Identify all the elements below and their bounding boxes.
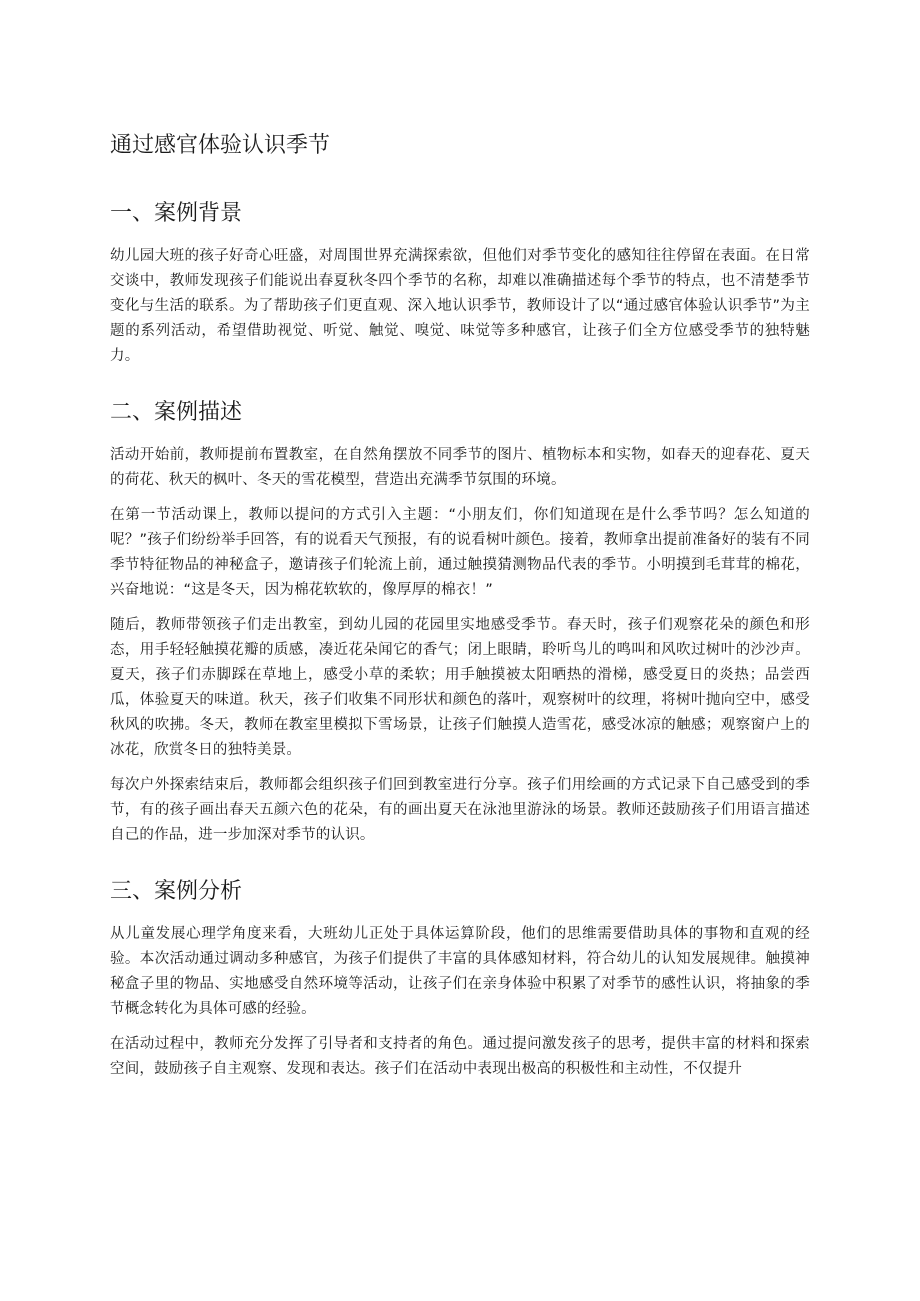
paragraph: 在第一节活动课上，教师以提问的方式引入主题：“小朋友们，你们知道现在是什么季节吗？怎么知道的呢？”孩子们纷纷举手回答，有的说看天气预报，有的说看树叶颜色。接着，教师拿出提前准备好的装有不同季节特征物品的神秘盒子，邀请孩子们轮流上前，通过触摸猜测物品代表的季节。小明摸到毛茸茸的棉花，兴奋地说：“这是冬天，因为棉花软软的，像厚厚的棉衣！”	[110, 507, 810, 598]
paragraph: 从儿童发展心理学角度来看，大班幼儿正处于具体运算阶段，他们的思维需要借助具体的事物和直观的经验。本次活动通过调动多种感官，为孩子们提供了丰富的具体感知材料，符合幼儿的认知发展规律。触摸神秘盒子里的物品、实地感受自然环境等活动，让孩子们在亲身体验中积累了对季节的感性认识，将抽象的季节概念转化为具体可感的经验。	[110, 926, 810, 1017]
section-analysis	[110, 876, 810, 1082]
section-heading: 一、案例背景	[110, 201, 243, 226]
paragraph: 幼儿园大班的孩子好奇心旺盛，对周围世界充满探索欲，但他们对季节变化的感知往往停留在表面。在日常交谈中，教师发现孩子们能说出春夏秋冬四个季节的名称，却难以准确描述每个季节的特点，也不清楚季节变化与生活的联系。为了帮助孩子们更直观、深入地认识季节，教师设计了以“通过感官体验认识季节”为主题的系列活动，希望借助视觉、听觉、触觉、嗅觉、味觉等多种感官，让孩子们全方位感受季节的独特魅力。	[110, 248, 810, 364]
paragraph: 在活动过程中，教师充分发挥了引导者和支持者的角色。通过提问激发孩子的思考，提供丰富的材料和探索空间，鼓励孩子自主观察、发现和表达。孩子们在活动中表现出极高的积极性和主动性，不仅提升	[110, 1036, 810, 1077]
section-heading: 三、案例分析	[110, 879, 243, 904]
section-background	[110, 198, 810, 369]
section-description	[110, 397, 810, 848]
document-page	[110, 130, 810, 1110]
paragraph: 随后，教师带领孩子们走出教室，到幼儿园的花园里实地感受季节。春天时，孩子们观察花朵的颜色和形态，用手轻轻触摸花瓣的质感，凑近花朵闻它的香气；闭上眼睛，聆听鸟儿的鸣叫和风吹过树叶的沙沙声。夏天，孩子们赤脚踩在草地上，感受小草的柔软；用手触摸被太阳晒热的滑梯，感受夏日的炎热；品尝西瓜，体验夏天的味道。秋天，孩子们收集不同形状和颜色的落叶，观察树叶的纹理，将树叶抛向空中，感受秋风的吹拂。冬天，教师在教室里模拟下雪场景，让孩子们触摸人造雪花，感受冰凉的触感；观察窗户上的冰花，欣赏冬日的独特美景。	[110, 617, 810, 758]
paragraph: 每次户外探索结束后，教师都会组织孩子们回到教室进行分享。孩子们用绘画的方式记录下自己感受到的季节，有的孩子画出春天五颜六色的花朵，有的画出夏天在泳池里游泳的场景。教师还鼓励孩子们用语言描述自己的作品，进一步加深对季节的认识。	[110, 777, 810, 843]
paragraph: 活动开始前，教师提前布置教室，在自然角摆放不同季节的图片、植物标本和实物，如春天的迎春花、夏天的荷花、秋天的枫叶、冬天的雪花模型，营造出充满季节氛围的环境。	[110, 447, 810, 488]
section-heading: 二、案例描述	[110, 400, 243, 425]
document-title: 通过感官体验认识季节	[110, 133, 331, 158]
